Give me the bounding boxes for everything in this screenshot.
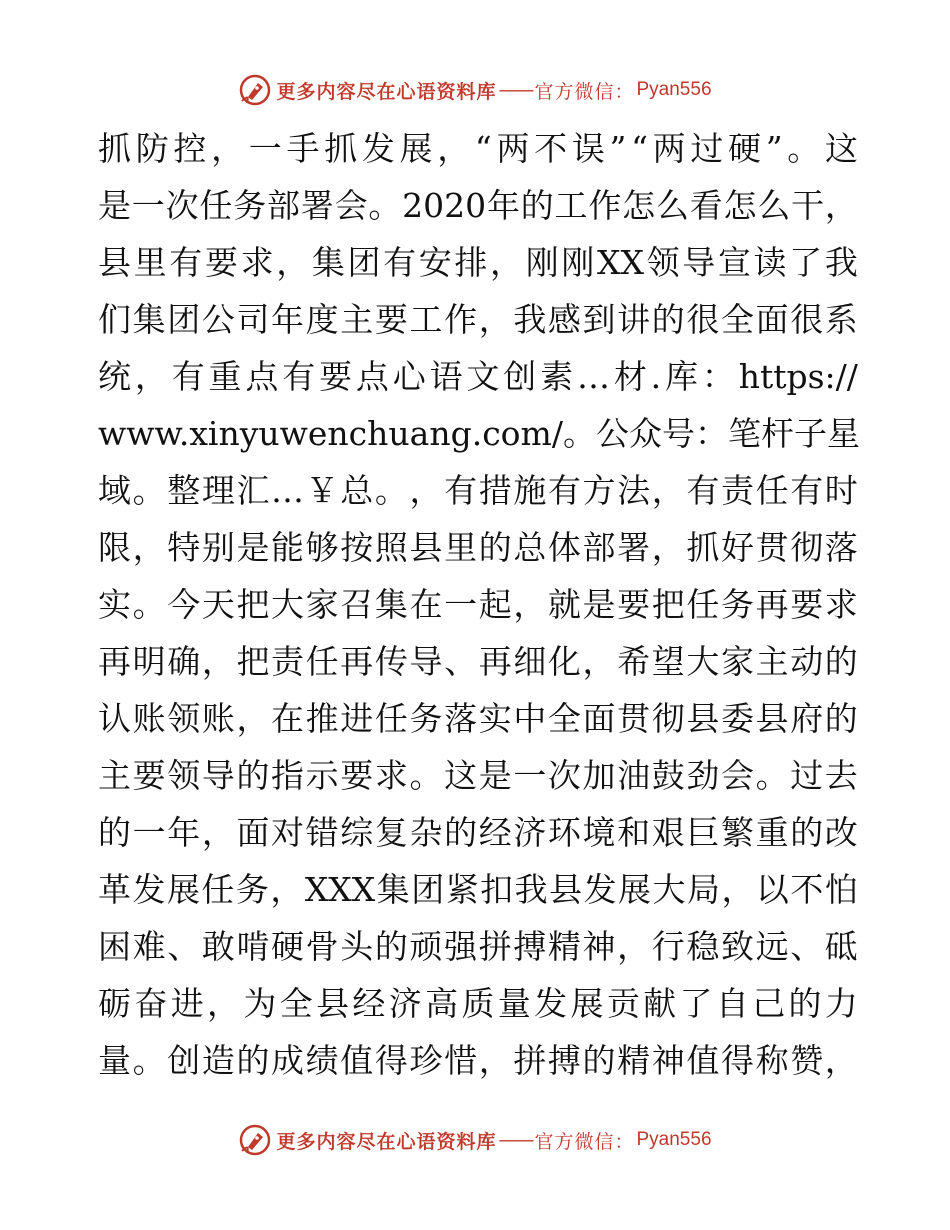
body-line: 认 账 领 账 ， 在 推 进 任 务 落 实 中 全 面 贯 彻 县 委 县 府 的 (98, 699, 858, 738)
body-line: 的 一 年 ， 面 对 错 综 复 杂 的 经 济 环 境 和 艰 巨 繁 重 的 改 (98, 813, 858, 852)
watermark-label: 官方微信： (534, 80, 635, 103)
body-line: 县 里 有 要 求 ， 集 团 有 安 排 ， 刚 刚 XX 领 导 宣 读 了 我 (98, 243, 858, 282)
body-line: www.xinyuwenchuang.com/。公众号：笔杆子星 (98, 414, 860, 453)
pen-nib-logo-icon (238, 73, 272, 107)
body-line: 主 要 领 导 的 指 示 要 求 。 这 是 一 次 加 油 鼓 劲 会 。 过 去 (98, 756, 858, 795)
body-line: 再 明 确 ， 把 责 任 再 传 导 、 再 细 化 ， 希 望 大 家 主 动 的 (98, 642, 858, 681)
watermark-title: 更多内容尽在心语资料库 (276, 1130, 497, 1153)
body-line: 限 ， 特 别 是 能 够 按 照 县 里 的 总 体 部 署 ， 抓 好 贯 彻 落 (98, 528, 858, 567)
watermark-label: 官方微信： (534, 1130, 635, 1153)
body-line: 革 发 展 任 务 ， XXX 集 团 紧 扣 我 县 发 展 大 局 ， 以 不 怕 (98, 870, 858, 909)
body-line: 抓 防 控 ， 一 手 抓 发 展 ， “ 两 不 误 ” “ 两 过 硬 ” 。 这 (98, 129, 858, 168)
watermark-account: Pyan556 (636, 79, 712, 100)
body-line: 量 。 创 造 的 成 绩 值 得 珍 惜 ， 拼 搏 的 精 神 值 得 称 赞 ， (98, 1041, 858, 1080)
body-line: 们 集 团 公 司 年 度 主 要 工 作 ， 我 感 到 讲 的 很 全 面 很 系 (98, 300, 858, 339)
pen-nib-logo-icon (238, 1123, 272, 1157)
watermark-account: Pyan556 (636, 1129, 712, 1150)
watermark-title: 更多内容尽在心语资料库 (276, 80, 497, 103)
footer-watermark (0, 1120, 950, 1160)
body-line: 困 难 、 敢 啃 硬 骨 头 的 顽 强 拼 搏 精 神 ， 行 稳 致 远 、 砥 (98, 927, 858, 966)
body-line: 实 。 今 天 把 大 家 召 集 在 一 起 ， 就 是 要 把 任 务 再 要 求 (98, 585, 858, 624)
watermark-dash: —— (498, 1129, 533, 1151)
body-line: 统 ， 有 重 点 有 要 点 心 语 文 创 素 … 材 . 库 ： https:// (98, 357, 858, 396)
header-watermark (0, 70, 950, 110)
body-line: 砺 奋 进 ， 为 全 县 经 济 高 质 量 发 展 贡 献 了 自 己 的 力 (98, 984, 858, 1023)
document-body (98, 120, 858, 1089)
watermark-dash: —— (498, 79, 533, 101)
body-line: 域 。 整 理 汇 … ￥ 总 。 ， 有 措 施 有 方 法 ， 有 责 任 有 时 (98, 471, 858, 510)
body-line: 是 一 次 任 务 部 署 会 。 2020 年 的 工 作 怎 么 看 怎 么 干 ， (98, 186, 858, 225)
